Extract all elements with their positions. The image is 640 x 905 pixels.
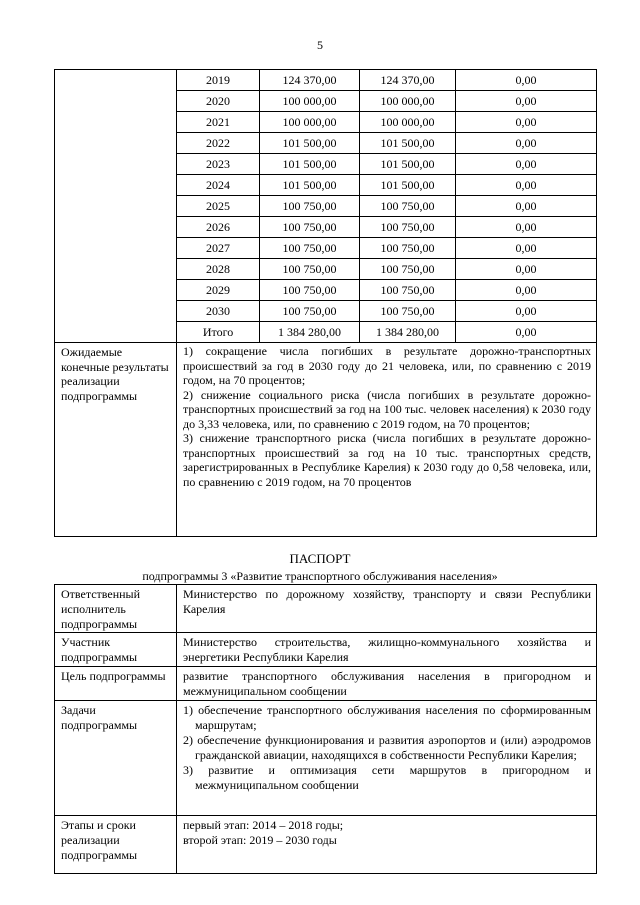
other-cell: 0,00 <box>456 259 597 280</box>
executor-value: Министерство по дорожному хозяйству, транспорту и связи Республики Карелия <box>177 585 597 633</box>
total-cell: 100 000,00 <box>260 91 360 112</box>
total-cell: 101 500,00 <box>260 175 360 196</box>
finance-table <box>54 69 597 537</box>
total-cell: 101 500,00 <box>260 133 360 154</box>
total-cell: 1 384 280,00 <box>260 322 360 343</box>
goal-value: развитие транспортного обслуживания населения в пригородном и межмуниципальном сообщении <box>177 667 597 701</box>
regional-cell: 100 750,00 <box>360 280 456 301</box>
stages-value <box>177 816 597 874</box>
other-cell: 0,00 <box>456 196 597 217</box>
other-cell: 0,00 <box>456 91 597 112</box>
year-cell: 2020 <box>177 91 260 112</box>
page-number: 5 <box>317 38 323 52</box>
year-cell: 2028 <box>177 259 260 280</box>
year-cell: Итого <box>177 322 260 343</box>
year-cell: 2022 <box>177 133 260 154</box>
passport-table <box>54 584 597 874</box>
results-label: Ожидаемые конечные результаты реализации подпрограммы <box>55 343 177 537</box>
tasks-row <box>55 701 597 816</box>
tasks-label: Задачи подпрограммы <box>55 701 177 816</box>
blank-label-cell <box>55 70 177 343</box>
other-cell: 0,00 <box>456 280 597 301</box>
goal-label: Цель подпрограммы <box>55 667 177 701</box>
year-cell: 2029 <box>177 280 260 301</box>
table-row <box>55 70 597 91</box>
regional-cell: 100 750,00 <box>360 259 456 280</box>
total-cell: 100 750,00 <box>260 217 360 238</box>
result-item: 3) снижение транспортного риска (числа погибших в результате дорожно-транспортных происшествий за год на 10 тыс. транспортных средств, зарегистрированных в Республике Карелия) к 2030 году до 0,58 человека, или, по сравнению с 2019 годом, на 70 процентов <box>183 431 591 489</box>
regional-cell: 101 500,00 <box>360 154 456 175</box>
participant-row <box>55 633 597 667</box>
other-cell: 0,00 <box>456 322 597 343</box>
goal-row <box>55 667 597 701</box>
total-cell: 100 750,00 <box>260 301 360 322</box>
participant-value: Министерство строительства, жилищно-коммунального хозяйства и энергетики Республики Карелия <box>177 633 597 667</box>
executor-row <box>55 585 597 633</box>
result-item: 2) снижение социального риска (числа погибших в результате дорожно-транспортных происшествий за год на 100 тыс. человек населения) к 2030 году до 3,33 человека, или, по сравнению с 2019 годом, на 70 процентов; <box>183 387 591 431</box>
year-cell: 2025 <box>177 196 260 217</box>
total-cell: 101 500,00 <box>260 154 360 175</box>
year-cell: 2030 <box>177 301 260 322</box>
other-cell: 0,00 <box>456 301 597 322</box>
regional-cell: 124 370,00 <box>360 70 456 91</box>
participant-label: Участник подпрограммы <box>55 633 177 667</box>
task-item: 3) развитие и оптимизация сети маршрутов в пригородном и межмуниципальном сообщении <box>183 763 591 792</box>
executor-label: Ответственный исполнитель подпрограммы <box>55 585 177 633</box>
other-cell: 0,00 <box>456 238 597 259</box>
year-cell: 2019 <box>177 70 260 91</box>
total-cell: 100 750,00 <box>260 196 360 217</box>
total-cell: 100 000,00 <box>260 112 360 133</box>
stage-item: первый этап: 2014 – 2018 годы; <box>183 818 344 832</box>
total-cell: 100 750,00 <box>260 259 360 280</box>
other-cell: 0,00 <box>456 217 597 238</box>
other-cell: 0,00 <box>456 112 597 133</box>
tasks-value <box>177 701 597 816</box>
stages-label: Этапы и сроки реализации подпрограммы <box>55 816 177 874</box>
regional-cell: 100 750,00 <box>360 217 456 238</box>
result-item: 1) сокращение числа погибших в результате дорожно-транспортных происшествий за год в 2030 году до 21 человека, или, по сравнению с 2019 годом, на 70 процентов; <box>183 344 591 387</box>
total-cell: 124 370,00 <box>260 70 360 91</box>
passport-title: ПАСПОРТ <box>289 551 351 566</box>
regional-cell: 100 000,00 <box>360 112 456 133</box>
other-cell: 0,00 <box>456 175 597 196</box>
results-row <box>55 343 597 537</box>
other-cell: 0,00 <box>456 154 597 175</box>
passport-subtitle: подпрограммы 3 «Развитие транспортного обслуживания населения» <box>142 569 498 583</box>
task-item: 2) обеспечение функционирования и развития аэропортов и (или) аэродромов гражданской авиации, находящихся в собственности Республики Карелия; <box>183 733 591 762</box>
other-cell: 0,00 <box>456 70 597 91</box>
results-content <box>177 343 597 537</box>
stage-item: второй этап: 2019 – 2030 годы <box>183 833 337 847</box>
year-cell: 2026 <box>177 217 260 238</box>
regional-cell: 100 000,00 <box>360 91 456 112</box>
other-cell: 0,00 <box>456 133 597 154</box>
year-cell: 2023 <box>177 154 260 175</box>
total-cell: 100 750,00 <box>260 280 360 301</box>
stages-row <box>55 816 597 874</box>
total-cell: 100 750,00 <box>260 238 360 259</box>
task-item: 1) обеспечение транспортного обслуживания населения по сформированным маршрутам; <box>183 703 591 732</box>
regional-cell: 100 750,00 <box>360 301 456 322</box>
regional-cell: 101 500,00 <box>360 133 456 154</box>
year-cell: 2024 <box>177 175 260 196</box>
year-cell: 2027 <box>177 238 260 259</box>
finance-table-body <box>55 70 597 537</box>
regional-cell: 100 750,00 <box>360 238 456 259</box>
year-cell: 2021 <box>177 112 260 133</box>
regional-cell: 101 500,00 <box>360 175 456 196</box>
regional-cell: 100 750,00 <box>360 196 456 217</box>
regional-cell: 1 384 280,00 <box>360 322 456 343</box>
